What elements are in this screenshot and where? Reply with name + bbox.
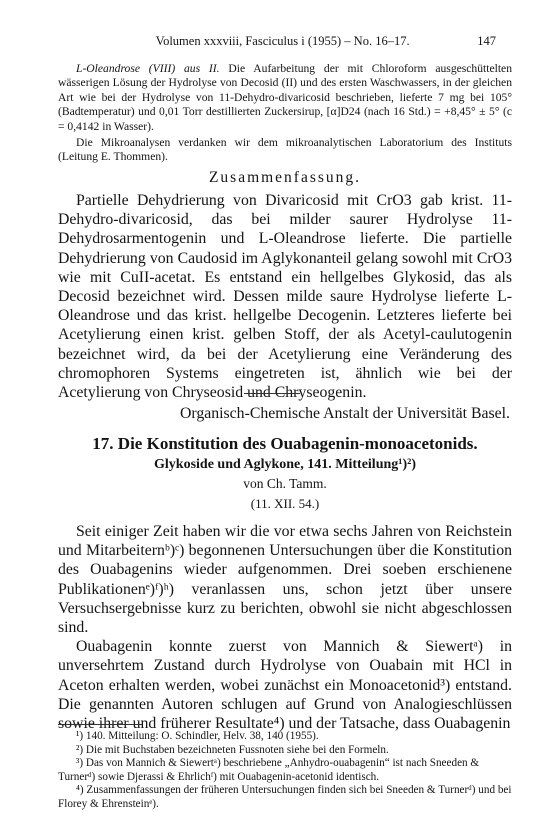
experimental-paragraph bbox=[58, 62, 512, 134]
footnote-4: ⁴) Zusammenfassungen der früheren Untersuchungen finden sich bei Sneeden & Turnerᵈ) und bei Florey & Ehrensteinᵉ). bbox=[58, 784, 512, 810]
summary-section bbox=[58, 169, 512, 423]
article-header bbox=[58, 434, 512, 512]
footnote-1: ¹) 140. Mitteilung: O. Schindler, Helv. 38, 140 (1955). bbox=[76, 730, 319, 742]
acknowledgement-paragraph: Die Mikroanalysen verdanken wir dem mikroanalytischen Laboratorium des Instituts (Leitung E. Thommen). bbox=[58, 136, 512, 164]
section-divider bbox=[244, 393, 300, 394]
experimental-label: L-Oleandrose (VIII) aus II. bbox=[76, 62, 220, 75]
running-title: Volumen xxxviii, Fasciculus i (1955) – No. 16–17. bbox=[155, 34, 410, 48]
footnote-2: ²) Die mit Buchstaben bezeichneten Fussnoten siehe bei den Formeln. bbox=[76, 743, 389, 756]
article-date: (11. XII. 54.) bbox=[250, 496, 320, 511]
article-paragraph-1: Seit einiger Zeit haben wir die vor etwa sechs Jahren von Reichstein und Mitarbeiternᵇ)ᶜ) begonnenen Untersuchungen über die Konstitution des Ouabagenins wieder aufgenommen. Drei soeben erschienene Publikationenᵉ)ᶠ)ʰ) veranlassen uns, schon jetzt über unsere Versuchsergebnisse kurz zu berichten, obwohl sie nicht abgeschlossen sind. bbox=[58, 523, 512, 637]
running-header bbox=[88, 34, 496, 49]
article-subtitle: Glykoside und Aglykone, 141. Mitteilung¹)²) bbox=[154, 457, 416, 472]
article-body bbox=[58, 522, 512, 733]
experimental-text: Die Aufarbeitung der mit Chloroform ausgeschüttelten wässerigen Lösung der Hydrolyse von Decosid (II) und des ersten Waschwassers, in der gleichen Art wie bei der Hydrolyse von 11-Dehydro-divaricosid beschrieben, lieferte 7 mg bei 105° (Badtemperatur) und 0,01 Torr destillierten Zuckersirup, [α]D24 (nach 16 Std.) = +8,45° ± 5° (c = 0,4142 in Wasser). bbox=[58, 62, 512, 133]
footnote-3: ³) Das von Mannich & Siewertᵃ) beschriebene „Anhydro-ouabagenin“ ist nach Sneeden & Turnerᵈ) sowie Djerassi & Ehrlichᶠ) mit Ouabagenin-acetonid identisch. bbox=[58, 757, 480, 783]
affiliation: Organisch-Chemische Anstalt der Universität Basel. bbox=[179, 405, 510, 423]
article-paragraph-2: Ouabagenin konnte zuerst von Mannich & Siewertᵃ) in unversehrtem Zustand durch Hydrolyse von Ouabain mit HCl in Aceton erhalten werden, wobei zunächst ein Monoacetonid³) entstand. Die genannten Autoren schlugen auf Grund von Analogieschlüssen sowie ihrer und früherer Resultate⁴) und der Tatsache, dass Ouabagenin bbox=[58, 638, 512, 733]
footnote-divider bbox=[58, 724, 142, 725]
page-number: 147 bbox=[477, 34, 496, 48]
summary-paragraph: Partielle Dehydrierung von Divaricosid mit CrO3 gab krist. 11-Dehydro-divaricosid, das bei milder saurer Hydrolyse 11-Dehydrosarmentogenin und L-Oleandrose lieferte. Die partielle Dehydrierung von Caudosid im Aglykonanteil gelang sowohl mit CrO3 wie mit CuII-acetat. Es entstand ein hellgelbes Glykosid, das als Decosid bezeichnet wird. Dessen milde saure Hydrolyse lieferte L-Oleandrose und das krist. hellgelbe Decogenin. Letzteres lieferte bei Acetylierung einen krist. gelben Stoff, der als Acetyl-caulutogenin bezeichnet wird, da bei der Acetylierung eine Veränderung des chromophoren Systems eingetreten ist, ähnlich wie bei der Acetylierung von Chryseosid und Chryseogenin. bbox=[58, 192, 512, 402]
article-author: von Ch. Tamm. bbox=[243, 476, 327, 491]
experimental-section bbox=[58, 62, 512, 165]
article-title: 17. Die Konstitution des Ouabagenin-monoacetonids. bbox=[92, 434, 478, 453]
footnotes bbox=[58, 730, 512, 812]
summary-heading: Zusammenfassung. bbox=[208, 169, 362, 186]
